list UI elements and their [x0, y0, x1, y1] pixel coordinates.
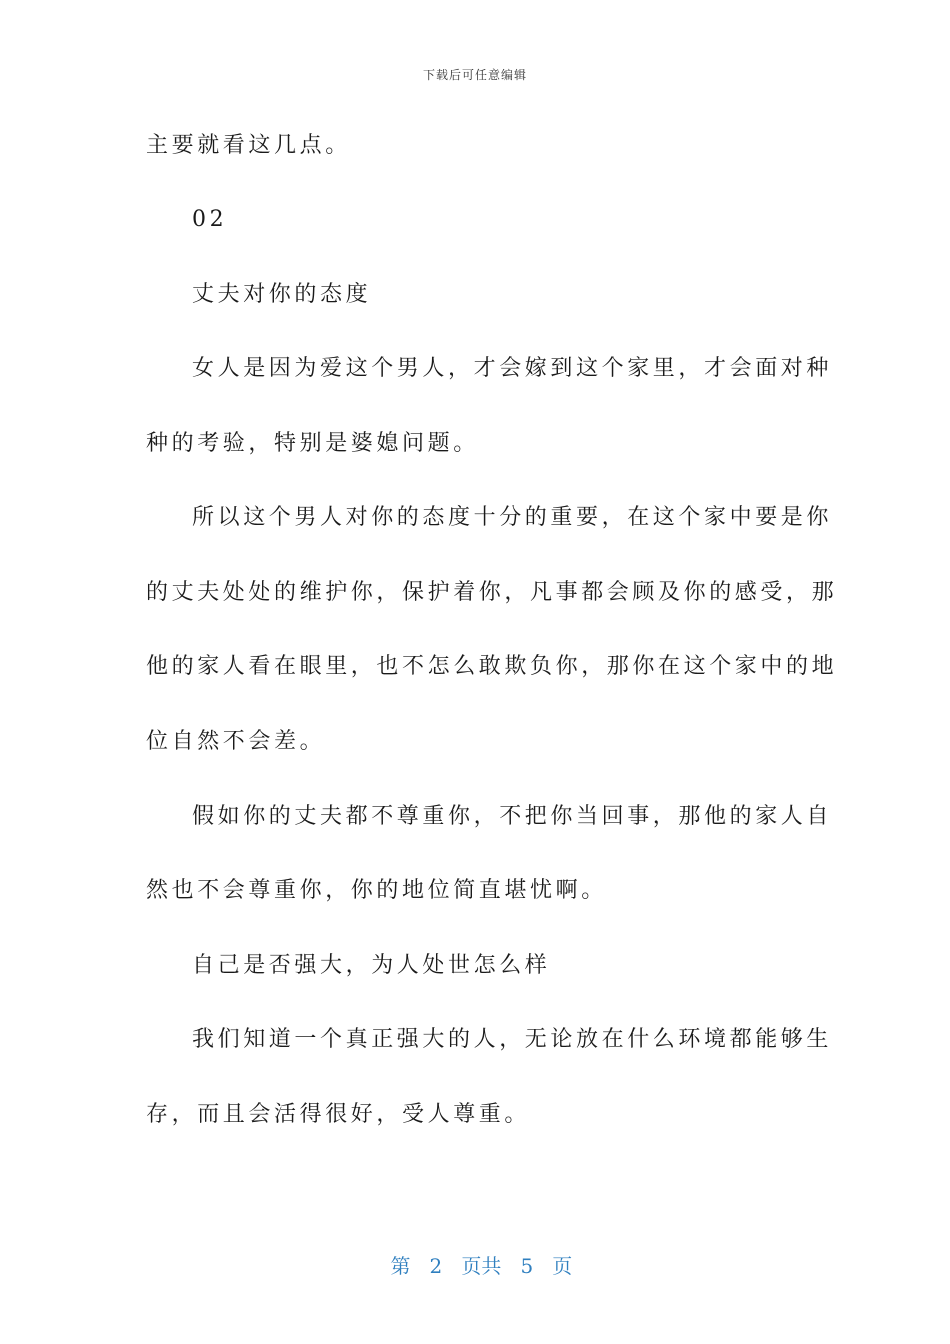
total-page-number: 5	[520, 1254, 534, 1278]
section-number: 02	[192, 207, 228, 232]
body-line: 假如你的丈夫都不尊重你，不把你当回事，那他的家人自	[192, 804, 833, 829]
current-page-number: 2	[429, 1254, 443, 1278]
body-line: 所以这个男人对你的态度十分的重要，在这个家中要是你	[192, 505, 833, 530]
body-line: 主要就看这几点。	[146, 133, 351, 158]
body-line: 我们知道一个真正强大的人，无论放在什么环境都能够生	[192, 1027, 833, 1052]
page-footer	[0, 1226, 950, 1279]
body-line: 他的家人看在眼里，也不怎么敢欺负你，那你在这个家中的地	[146, 654, 838, 679]
body-line: 位自然不会差。	[146, 729, 326, 754]
footer-middle: 页共	[461, 1254, 502, 1278]
footer-suffix: 页	[552, 1254, 573, 1278]
body-line: 女人是因为爱这个男人，才会嫁到这个家里，才会面对种	[192, 356, 833, 381]
body-line: 存，而且会活得很好，受人尊重。	[146, 1102, 531, 1127]
section-heading: 自己是否强大，为人处世怎么样	[192, 953, 551, 978]
page-header: 下载后可任意编辑	[422, 68, 527, 82]
body-line: 的丈夫处处的维护你，保护着你，凡事都会顾及你的感受，那	[146, 580, 838, 605]
footer-prefix: 第	[390, 1254, 411, 1278]
body-line: 种的考验，特别是婆媳问题。	[146, 431, 479, 456]
body-line: 然也不会尊重你，你的地位简直堪忧啊。	[146, 878, 607, 903]
section-heading: 丈夫对你的态度	[192, 282, 372, 307]
